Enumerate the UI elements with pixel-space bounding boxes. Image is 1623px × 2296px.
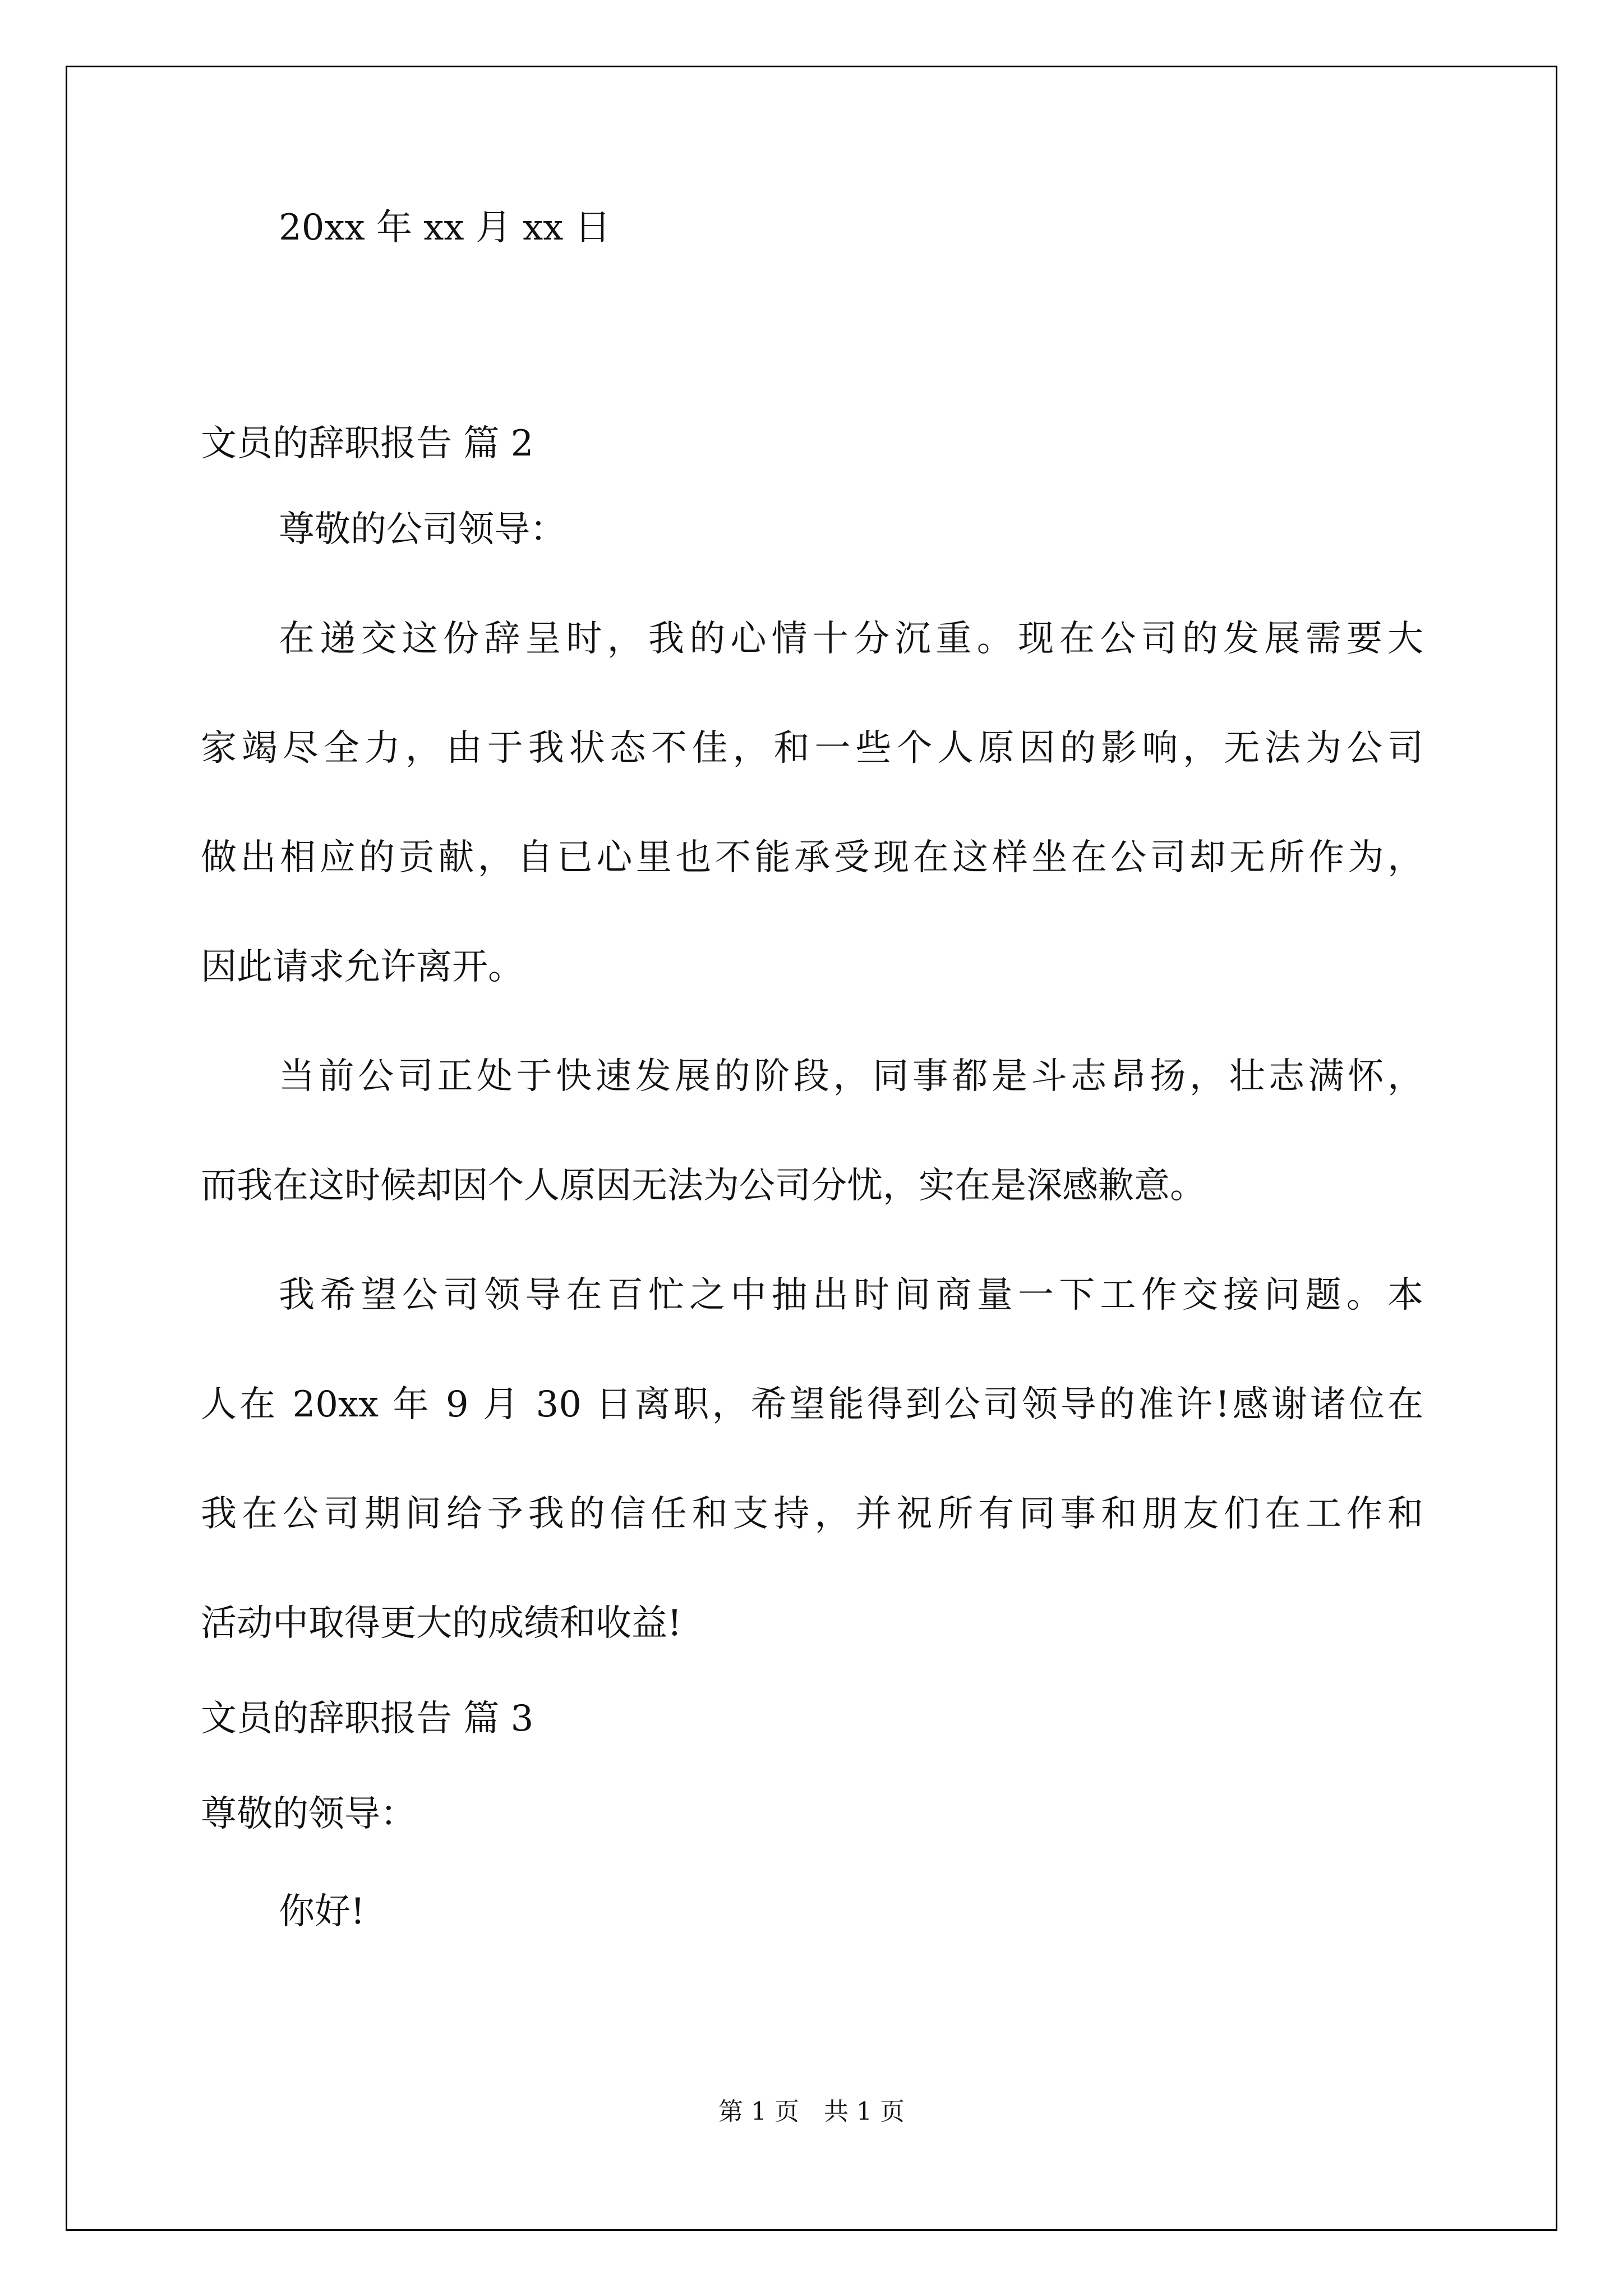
salutation-2: 尊敬的公司领导： [279,509,566,550]
paragraph2-line1: 当前公司正处于快速发展的阶段，同事都是斗志昂扬，壮志满怀， [279,1056,1423,1097]
paragraph3-line3: 我在公司期间给予我的信任和支持，并祝所有同事和朋友们在工作和 [201,1493,1423,1535]
date-line: 20xx 年 xx 月 xx 日 [279,207,611,249]
paragraph1-line4: 因此请求允许离开。 [201,946,524,988]
page-footer: 第 1 页 共 1 页 [718,2097,905,2126]
greeting-3: 你好! [279,1891,365,1932]
salutation-3: 尊敬的领导： [201,1793,416,1835]
paragraph1-line3: 做出相应的贡献，自已心里也不能承受现在这样坐在公司却无所作为， [201,837,1423,878]
paragraph3-line2: 人在 20xx 年 9 月 30 日离职，希望能得到公司领导的准许!感谢诸位在 [201,1384,1423,1425]
paragraph3-line1: 我希望公司领导在百忙之中抽出时间商量一下工作交接问题。本 [279,1274,1423,1316]
section-heading-3: 文员的辞职报告 篇 3 [201,1698,534,1740]
paragraph1-line1: 在递交这份辞呈时，我的心情十分沉重。现在公司的发展需要大 [279,618,1423,660]
paragraph1-line2: 家竭尽全力，由于我状态不佳，和一些个人原因的影响，无法为公司 [201,728,1423,769]
paragraph2-line2: 而我在这时候却因个人原因无法为公司分忧，实在是深感歉意。 [201,1165,1206,1207]
section-heading-2: 文员的辞职报告 篇 2 [201,423,534,464]
paragraph3-line4: 活动中取得更大的成绩和收益! [201,1603,682,1644]
